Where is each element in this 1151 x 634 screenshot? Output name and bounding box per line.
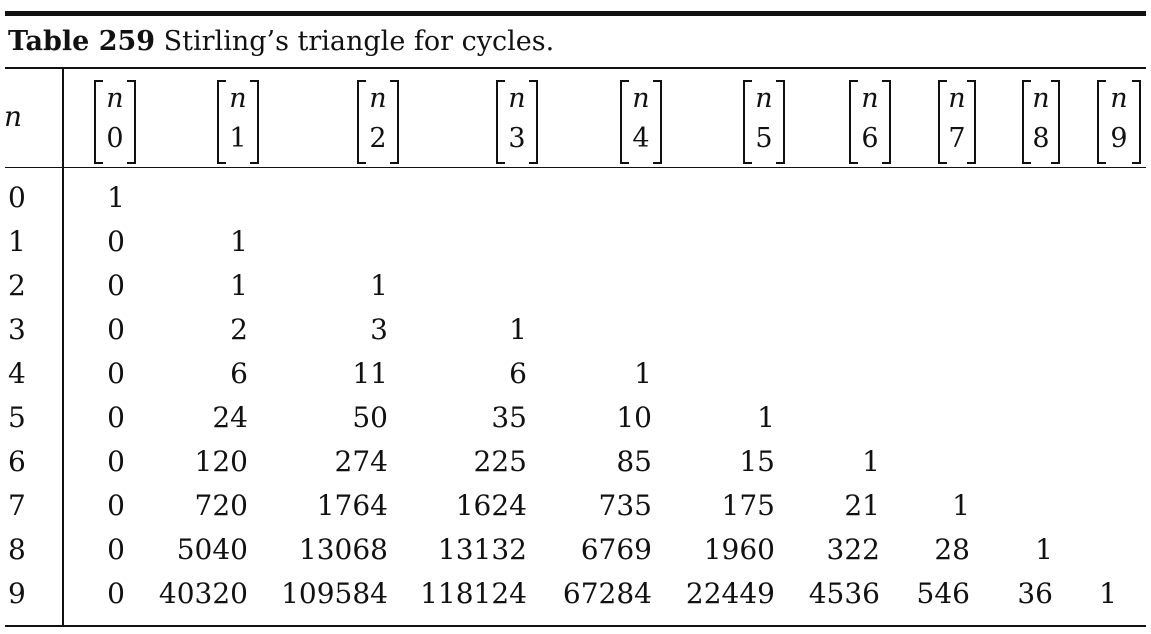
table-cell: 2: [230, 313, 248, 346]
header-top: n: [369, 83, 387, 114]
table-cell: 35: [491, 401, 527, 434]
table-cell: 50: [352, 401, 388, 434]
table-cell: 1: [509, 313, 527, 346]
table-row: [0, 572, 1151, 616]
row-header-n: n: [4, 100, 23, 133]
table-cell: 22449: [685, 577, 775, 610]
table-title: Stirling’s triangle for cycles.: [163, 26, 555, 57]
table-cell: 120: [194, 445, 248, 478]
table-cell: 1764: [316, 489, 388, 522]
header-bottom: 6: [861, 123, 879, 154]
table-number: Table 259: [8, 26, 156, 57]
header-top: n: [1032, 83, 1050, 114]
header-bottom: 8: [1032, 123, 1050, 154]
column-header-k6: [849, 80, 891, 164]
table-cell: 3: [370, 313, 388, 346]
row-label: 0: [8, 181, 26, 214]
top-rule: [5, 11, 1146, 16]
table-cell: 6: [509, 357, 527, 390]
table-row: [0, 484, 1151, 528]
column-header-k7: [938, 80, 976, 164]
table-cell: 1624: [455, 489, 527, 522]
table-cell: 0: [107, 577, 125, 610]
header-bottom: 0: [106, 123, 124, 154]
table-cell: 0: [107, 489, 125, 522]
table-cell: 225: [473, 445, 527, 478]
table-cell: 1: [952, 489, 970, 522]
column-header-k1: [217, 80, 259, 164]
header-rule: [5, 67, 1146, 69]
table-row: [0, 440, 1151, 484]
header-bottom: 9: [1110, 123, 1128, 154]
table-cell: 546: [916, 577, 970, 610]
table-cell: 0: [107, 357, 125, 390]
row-label: 1: [8, 225, 26, 258]
table-cell: 4536: [808, 577, 880, 610]
table-cell: 10: [616, 401, 652, 434]
table-row: [0, 220, 1151, 264]
table-caption: [8, 25, 554, 59]
table-cell: 322: [826, 533, 880, 566]
table-cell: 6: [230, 357, 248, 390]
row-label: 4: [8, 357, 26, 390]
row-label: 5: [8, 401, 26, 434]
table-cell: 24: [212, 401, 248, 434]
table-cell: 1: [107, 181, 125, 214]
table-cell: 0: [107, 533, 125, 566]
table-cell: 1: [230, 225, 248, 258]
row-label: 8: [8, 533, 26, 566]
header-top: n: [632, 83, 650, 114]
table-cell: 1: [1099, 577, 1117, 610]
header-bottom: 1: [229, 123, 247, 154]
table-cell: 0: [107, 313, 125, 346]
table-cell: 13068: [298, 533, 388, 566]
table-cell: 5040: [176, 533, 248, 566]
row-label: 3: [8, 313, 26, 346]
column-header-k9: [1097, 80, 1141, 164]
column-header-k2: [357, 80, 399, 164]
row-label: 9: [8, 577, 26, 610]
table-cell: 85: [616, 445, 652, 478]
table-cell: 6769: [580, 533, 652, 566]
column-header-k5: [743, 80, 785, 164]
table-cell: 28: [934, 533, 970, 566]
table-cell: 1960: [703, 533, 775, 566]
header-top: n: [1110, 83, 1128, 114]
table-row: [0, 308, 1151, 352]
table-cell: 118124: [420, 577, 527, 610]
table-cell: 67284: [562, 577, 652, 610]
table-cell: 0: [107, 445, 125, 478]
header-top: n: [948, 83, 966, 114]
header-bottom: 5: [755, 123, 773, 154]
header-bottom: 7: [948, 123, 966, 154]
table-row: [0, 352, 1151, 396]
table-cell: 1: [370, 269, 388, 302]
table-row: [0, 396, 1151, 440]
table-row: [0, 176, 1151, 220]
header-bottom: 3: [508, 123, 526, 154]
header-top: n: [106, 83, 124, 114]
column-header-k0: [94, 80, 136, 164]
table-cell: 1: [230, 269, 248, 302]
table-cell: 720: [194, 489, 248, 522]
header-bottom: 2: [369, 123, 387, 154]
table-row: [0, 264, 1151, 308]
header-top: n: [508, 83, 526, 114]
table-cell: 0: [107, 225, 125, 258]
table-cell: 36: [1017, 577, 1053, 610]
row-label: 2: [8, 269, 26, 302]
table-cell: 1: [634, 357, 652, 390]
header-top: n: [755, 83, 773, 114]
table-cell: 40320: [158, 577, 248, 610]
table-cell: 21: [844, 489, 880, 522]
body-rule: [5, 167, 1146, 168]
header-top: n: [861, 83, 879, 114]
table-cell: 109584: [281, 577, 388, 610]
table-cell: 175: [721, 489, 775, 522]
header-bottom: 4: [632, 123, 650, 154]
table-cell: 13132: [437, 533, 527, 566]
row-label: 7: [8, 489, 26, 522]
table-cell: 1: [757, 401, 775, 434]
column-header-k8: [1022, 80, 1060, 164]
table-cell: 1: [862, 445, 880, 478]
bottom-rule: [5, 625, 1146, 627]
header-top: n: [229, 83, 247, 114]
table-cell: 274: [334, 445, 388, 478]
column-header-k3: [496, 80, 538, 164]
table-cell: 1: [1035, 533, 1053, 566]
row-label: 6: [8, 445, 26, 478]
table-cell: 15: [739, 445, 775, 478]
table-cell: 11: [352, 357, 388, 390]
table-cell: 0: [107, 269, 125, 302]
table-cell: 735: [598, 489, 652, 522]
table-cell: 0: [107, 401, 125, 434]
table-row: [0, 528, 1151, 572]
column-header-k4: [620, 80, 662, 164]
